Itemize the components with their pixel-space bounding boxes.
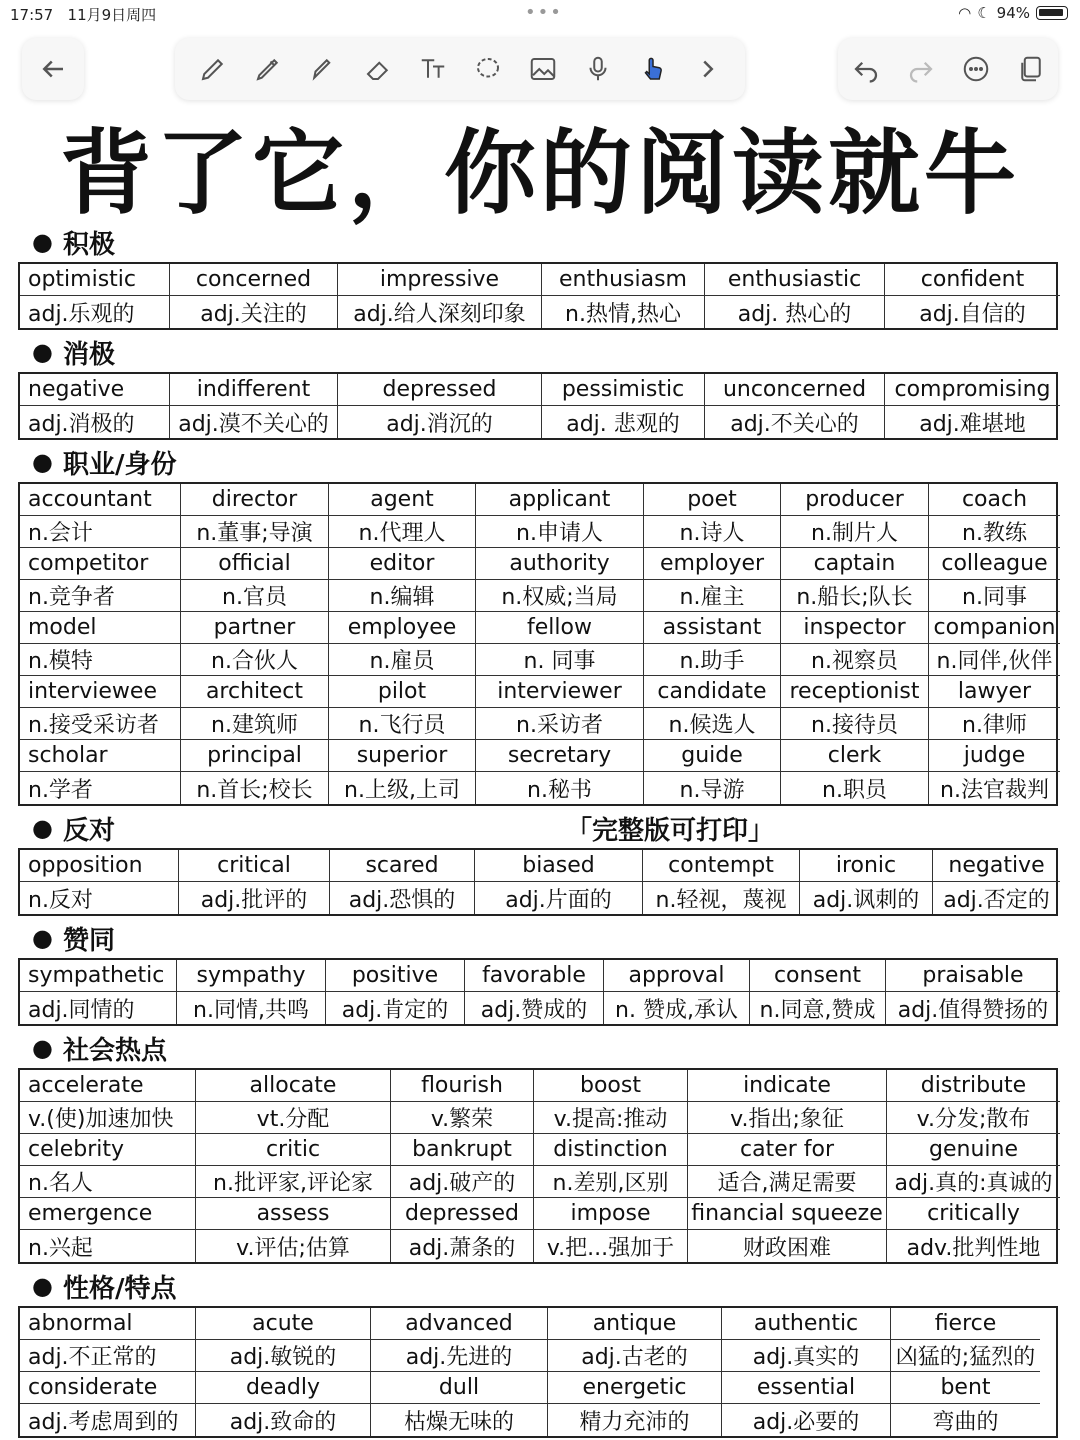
vocab-word: depressed	[338, 374, 542, 406]
vocab-word: consent	[750, 960, 886, 992]
vocab-meaning: n.船长;队长	[781, 580, 929, 612]
vocab-meaning: adj. 悲观的	[542, 406, 705, 438]
vocab-word: scared	[330, 850, 475, 882]
image-icon[interactable]	[525, 51, 561, 87]
vocab-meaning: n.助手	[644, 644, 781, 676]
vocab-meaning: n.同情,共鸣	[177, 992, 326, 1024]
vocab-word: receptionist	[781, 676, 929, 708]
vocab-meaning: adv.批判性地	[906, 1235, 1041, 1261]
vocab-meaning: n.接受采访者	[20, 708, 181, 740]
vocab-meaning: n.名人	[20, 1166, 196, 1198]
vocab-word: distinction	[534, 1134, 688, 1166]
vocab-meaning: n.飞行员	[329, 708, 476, 740]
bullet-icon: ●	[32, 1272, 53, 1300]
vocab-meaning: adj. 热心的	[705, 296, 885, 328]
vocab-table	[18, 262, 1058, 330]
section-title-label: 职业/身份	[62, 449, 177, 480]
vocab-word: secretary	[476, 740, 644, 772]
actions-toolbar	[838, 38, 1058, 100]
vocab-meaning: adj.漠不关心的	[170, 406, 338, 438]
section-title-label: 性格/特点	[62, 1273, 177, 1304]
vocab-word: fellow	[476, 612, 644, 644]
vocab-word: guide	[644, 740, 781, 772]
vocab-meaning: v.分发;散布	[887, 1102, 1060, 1134]
bullet-icon: ●	[32, 448, 53, 476]
vocab-meaning: n.制片人	[781, 516, 929, 548]
vocab-word: employee	[329, 612, 476, 644]
vocab-word: negative	[20, 374, 170, 406]
vocab-meaning: n.竞争者	[20, 580, 181, 612]
vocab-meaning: adj.给人深刻印象	[338, 296, 542, 328]
vocab-word: lawyer	[929, 676, 1060, 708]
vocab-meaning: n.职员	[781, 772, 929, 804]
vocab-meaning: n.反对	[20, 882, 179, 914]
back-arrow-icon[interactable]	[35, 51, 71, 87]
vocab-word: captain	[781, 548, 929, 580]
vocab-meaning: v.提高:推动	[534, 1102, 688, 1134]
vocab-word: editor	[329, 548, 476, 580]
vocab-meaning: n.模特	[20, 644, 181, 676]
vocab-meaning: n.首长;校长	[181, 772, 329, 804]
vocab-meaning: adj.不正常的	[20, 1340, 196, 1372]
vocab-word: fierce	[891, 1308, 1040, 1340]
vocab-word: energetic	[548, 1372, 722, 1404]
vocab-word: accountant	[20, 484, 181, 516]
vocab-word: principal	[181, 740, 329, 772]
lasso-icon[interactable]	[470, 51, 506, 87]
vocab-meaning: n.代理人	[329, 516, 476, 548]
vocab-meaning: n.兴起	[20, 1230, 196, 1262]
vocab-word: abnormal	[20, 1308, 196, 1340]
vocab-meaning: adj.先进的	[371, 1340, 548, 1372]
page-title: 背了它，你的阅读就牛	[59, 120, 1020, 227]
vocab-meaning: 凶猛的;猛烈的	[891, 1340, 1040, 1372]
vocab-word: assistant	[644, 612, 781, 644]
vocab-word: coach	[929, 484, 1060, 516]
highlighter-icon[interactable]	[305, 51, 341, 87]
vocab-meaning: 适合,满足需要	[688, 1166, 887, 1198]
status-right	[958, 4, 1068, 22]
bullet-icon: ●	[32, 924, 53, 952]
text-icon[interactable]	[415, 51, 451, 87]
vocab-meaning: n.差别,区别	[534, 1166, 688, 1198]
vocab-word: acute	[196, 1308, 371, 1340]
vocab-word: model	[20, 612, 181, 644]
vocab-meaning: adj.自信的	[919, 301, 1026, 327]
vocab-word: bent	[891, 1372, 1040, 1404]
vocab-word: poet	[644, 484, 781, 516]
section-title	[18, 332, 1058, 372]
vocab-word: interviewer	[476, 676, 644, 708]
vocab-table	[18, 1068, 1058, 1264]
vocab-meaning: n.雇员	[329, 644, 476, 676]
vocab-meaning: n.申请人	[476, 516, 644, 548]
section-title	[18, 1266, 1058, 1306]
vocab-word: confident	[885, 264, 1060, 296]
vocab-word: enthusiastic	[705, 264, 885, 296]
battery-percent: 94%	[996, 4, 1030, 22]
vocab-meaning: n.诗人	[644, 516, 781, 548]
vocab-meaning: n.建筑师	[181, 708, 329, 740]
wifi-icon: ◠	[958, 4, 972, 22]
vocab-meaning: adj.考虑周到的	[20, 1404, 196, 1436]
vocab-meaning: n.编辑	[329, 580, 476, 612]
vocab-word: authority	[476, 548, 644, 580]
vocab-word: employer	[644, 548, 781, 580]
vocab-meaning: n.同事	[929, 580, 1060, 612]
vocab-meaning: n.上级,上司	[329, 772, 476, 804]
vocab-word: sympathetic	[20, 960, 177, 992]
vocab-word: critically	[887, 1198, 1060, 1230]
vocab-meaning: adj.否定的	[943, 887, 1050, 913]
vocab-meaning: n.教练	[929, 516, 1060, 548]
bullet-icon: ●	[32, 1034, 53, 1062]
vocab-word: flourish	[391, 1070, 534, 1102]
vocab-word: biased	[475, 850, 643, 882]
section-title-label: 消极	[62, 339, 115, 370]
vocab-word: dull	[371, 1372, 548, 1404]
vocab-word: scholar	[20, 740, 181, 772]
vocab-meaning: adj.恐惧的	[330, 882, 475, 914]
vocab-meaning: adj.乐观的	[20, 296, 170, 328]
moon-icon: ☾	[977, 4, 991, 22]
vocab-word: optimistic	[20, 264, 170, 296]
vocab-meaning: v.指出;象征	[688, 1102, 887, 1134]
vocab-meaning: adj.批评的	[179, 882, 330, 914]
vocab-meaning: adj.消沉的	[338, 406, 542, 438]
vocab-word: approval	[604, 960, 750, 992]
vocab-word: antique	[548, 1308, 722, 1340]
vocab-meaning: n.轻视，蔑视	[643, 882, 800, 914]
vocab-meaning: n.学者	[20, 772, 181, 804]
vocab-meaning: adj.消极的	[20, 406, 170, 438]
vocab-word: pilot	[329, 676, 476, 708]
vocab-meaning: 弯曲的	[932, 1409, 999, 1435]
multitask-dots[interactable]: •••	[525, 2, 563, 23]
vocab-word: indifferent	[170, 374, 338, 406]
vocab-meaning: adj.赞成的	[465, 992, 604, 1024]
vocab-meaning: adj.萧条的	[391, 1230, 534, 1262]
vocab-meaning: n.律师	[929, 708, 1060, 740]
touch-hand-icon[interactable]	[635, 51, 671, 87]
vocab-word: inspector	[781, 612, 929, 644]
vocab-table	[18, 958, 1058, 1026]
section-title	[18, 918, 1058, 958]
vocab-meaning: adj.不关心的	[705, 406, 885, 438]
vocab-word: companion	[929, 612, 1060, 644]
vocab-word: bankrupt	[391, 1134, 534, 1166]
vocab-meaning: vt.分配	[196, 1102, 391, 1134]
vocab-meaning: adj.真实的	[722, 1340, 891, 1372]
vocab-word: favorable	[465, 960, 604, 992]
vocab-meaning: n.批评家,评论家	[196, 1166, 391, 1198]
vocab-meaning: 精力充沛的	[548, 1404, 722, 1436]
vocab-meaning: n. 赞成,承认	[604, 992, 750, 1024]
vocab-word: considerate	[20, 1372, 196, 1404]
vocab-meaning: v.把...强加于	[534, 1230, 688, 1262]
vocab-meaning: n.董事;导演	[181, 516, 329, 548]
vocab-meaning: n.会计	[20, 516, 181, 548]
vocab-word: contempt	[643, 850, 800, 882]
vocab-meaning: adj.关注的	[170, 296, 338, 328]
vocab-word: cater for	[688, 1134, 887, 1166]
vocab-meaning: adj.讽刺的	[800, 882, 933, 914]
pencil-icon[interactable]	[250, 51, 286, 87]
vocab-word: ironic	[800, 850, 933, 882]
vocab-meaning: n.同伴,伙伴	[929, 644, 1060, 676]
vocab-meaning: adj.古老的	[548, 1340, 722, 1372]
vocab-word: indicate	[688, 1070, 887, 1102]
vocab-word: depressed	[391, 1198, 534, 1230]
vocab-word: applicant	[476, 484, 644, 516]
vocab-meaning: adj.难堪地	[919, 411, 1026, 437]
vocab-word: emergence	[20, 1198, 196, 1230]
vocab-meaning: n.法官裁判	[940, 777, 1049, 803]
vocab-word: clerk	[781, 740, 929, 772]
vocab-word: competitor	[20, 548, 181, 580]
vocab-word: celebrity	[20, 1134, 196, 1166]
vocab-meaning: adj.真的:真诚的	[887, 1166, 1060, 1198]
section-title	[18, 222, 1058, 262]
battery-icon	[1036, 6, 1068, 20]
vocab-word: deadly	[196, 1372, 371, 1404]
vocab-table	[18, 372, 1058, 440]
vocab-meaning: v.(使)加速加快	[20, 1102, 196, 1134]
pen-icon[interactable]	[195, 51, 231, 87]
section-title-label: 积极	[62, 229, 115, 260]
vocab-meaning: v.评估;估算	[196, 1230, 391, 1262]
vocab-meaning: v.繁荣	[391, 1102, 534, 1134]
vocabulary-content	[18, 222, 1058, 1440]
vocab-word: agent	[329, 484, 476, 516]
vocab-word: colleague	[929, 548, 1060, 580]
vocab-word: genuine	[887, 1134, 1060, 1166]
vocab-meaning: n.同意,赞成	[750, 992, 886, 1024]
vocab-meaning: adj.值得赞扬的	[897, 997, 1049, 1023]
section-title	[18, 808, 1058, 848]
vocab-word: director	[181, 484, 329, 516]
vocab-meaning: adj.片面的	[475, 882, 643, 914]
redo-icon[interactable]	[903, 51, 939, 87]
vocab-word: opposition	[20, 850, 179, 882]
vocab-meaning: 财政困难	[688, 1230, 887, 1262]
vocab-word: enthusiasm	[542, 264, 705, 296]
pages-icon[interactable]	[1013, 51, 1049, 87]
bullet-icon: ●	[32, 338, 53, 366]
vocab-meaning: n.视察员	[781, 644, 929, 676]
microphone-icon[interactable]	[580, 51, 616, 87]
section-title-label: 赞同	[62, 925, 115, 956]
vocab-word: impose	[534, 1198, 688, 1230]
vocab-meaning: adj.肯定的	[326, 992, 465, 1024]
vocab-meaning: n.秘书	[476, 772, 644, 804]
undo-icon[interactable]	[848, 51, 884, 87]
vocab-meaning: adj.必要的	[722, 1404, 891, 1436]
vocab-meaning: n. 同事	[476, 644, 644, 676]
vocab-meaning: adj.同情的	[20, 992, 177, 1024]
vocab-meaning: n.采访者	[476, 708, 644, 740]
vocab-word: interviewee	[20, 676, 181, 708]
vocab-word: architect	[181, 676, 329, 708]
section-title-label: 反对	[62, 815, 115, 846]
vocab-word: allocate	[196, 1070, 391, 1102]
vocab-word: partner	[181, 612, 329, 644]
vocab-word: compromising	[885, 374, 1060, 406]
vocab-meaning: 枯燥无味的	[371, 1404, 548, 1436]
vocab-word: boost	[534, 1070, 688, 1102]
drawing-toolbar	[175, 38, 745, 100]
eraser-icon[interactable]	[360, 51, 396, 87]
vocab-table	[18, 1306, 1058, 1438]
vocab-table	[18, 848, 1058, 916]
vocab-word: negative	[933, 850, 1060, 882]
vocab-word: advanced	[371, 1308, 548, 1340]
vocab-table	[18, 482, 1058, 806]
vocab-meaning: n.接待员	[781, 708, 929, 740]
vocab-meaning: n.权威;当局	[476, 580, 644, 612]
status-bar	[0, 0, 1080, 28]
vocab-word: pessimistic	[542, 374, 705, 406]
vocab-word: critical	[179, 850, 330, 882]
vocab-word: candidate	[644, 676, 781, 708]
vocab-meaning: adj.致命的	[196, 1404, 371, 1436]
vocab-meaning: n.官员	[181, 580, 329, 612]
vocab-word: producer	[781, 484, 929, 516]
vocab-word: distribute	[887, 1070, 1060, 1102]
vocab-meaning: n.热情,热心	[542, 296, 705, 328]
vocab-word: concerned	[170, 264, 338, 296]
print-note: 「完整版可打印」	[566, 815, 775, 846]
vocab-meaning: adj.敏锐的	[196, 1340, 371, 1372]
back-toolbar	[22, 38, 84, 100]
section-title-label: 社会热点	[62, 1035, 167, 1066]
vocab-meaning: n.导游	[644, 772, 781, 804]
more-icon[interactable]	[958, 51, 994, 87]
vocab-word: praisable	[886, 960, 1060, 992]
vocab-word: authentic	[722, 1308, 891, 1340]
vocab-word: unconcerned	[705, 374, 885, 406]
vocab-word: superior	[329, 740, 476, 772]
status-time: 17:57 11月9日周四	[10, 6, 157, 24]
vocab-word: accelerate	[20, 1070, 196, 1102]
vocab-word: assess	[196, 1198, 391, 1230]
vocab-word: sympathy	[177, 960, 326, 992]
section-title	[18, 442, 1058, 482]
vocab-word: critic	[196, 1134, 391, 1166]
vocab-word: positive	[326, 960, 465, 992]
vocab-meaning: n.合伙人	[181, 644, 329, 676]
vocab-meaning: adj.破产的	[391, 1166, 534, 1198]
vocab-word: essential	[722, 1372, 891, 1404]
vocab-word: financial squeeze	[688, 1198, 887, 1230]
vocab-word: official	[181, 548, 329, 580]
vocab-word: judge	[929, 740, 1060, 772]
vocab-word: impressive	[338, 264, 542, 296]
bullet-icon: ●	[32, 228, 53, 256]
chevron-right-icon[interactable]	[690, 51, 726, 87]
vocab-meaning: n.候选人	[644, 708, 781, 740]
section-title	[18, 1028, 1058, 1068]
vocab-meaning: n.雇主	[644, 580, 781, 612]
bullet-icon: ●	[32, 814, 53, 842]
